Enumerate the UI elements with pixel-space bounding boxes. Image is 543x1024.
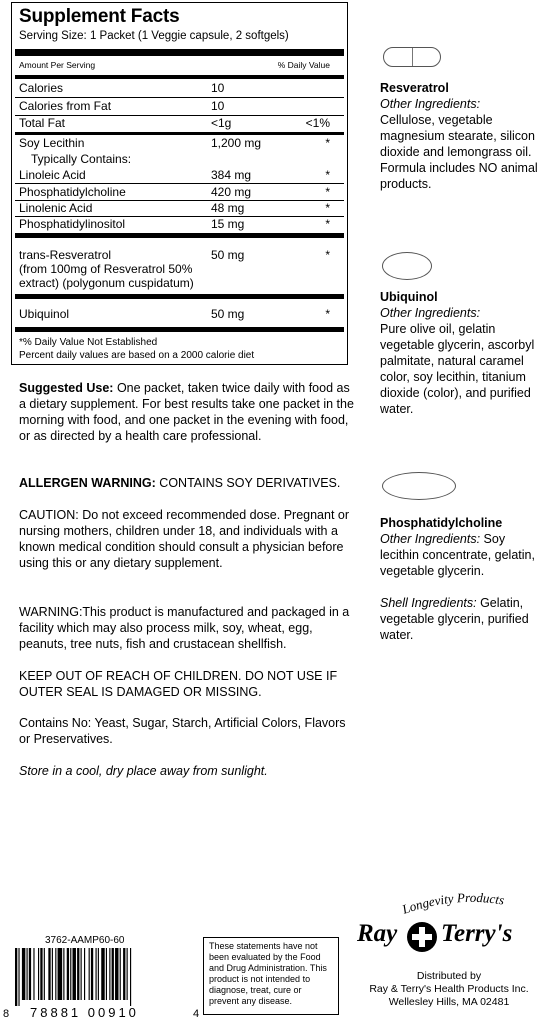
barcode-bar — [73, 948, 76, 1000]
barcode-bar — [58, 948, 63, 1000]
barcode-bar — [52, 948, 53, 1000]
facts-row: Linolenic Acid 48 mg * — [19, 201, 330, 215]
barcode-bar — [15, 948, 17, 1006]
facts-row: Linoleic Acid 384 mg * — [19, 168, 330, 182]
barcode-bar — [22, 948, 25, 1000]
barcode-bar — [40, 948, 42, 1000]
softgel-round-icon — [382, 252, 432, 280]
thick-divider — [15, 49, 344, 56]
facts-row: Typically Contains: — [31, 152, 132, 166]
barcode-bar — [18, 948, 19, 1006]
sku-number: 3762-AAMP60-60 — [45, 935, 125, 946]
suggested-use: Suggested Use: One packet, taken twice daily with food as a dietary supplement. For best results take one packet in the morning with food, and one packet in the evening with food, or as directed by a health care professional. — [19, 381, 354, 443]
facts-title: Supplement Facts — [19, 6, 180, 27]
barcode-bar — [27, 948, 28, 1000]
serving-size: Serving Size: 1 Packet (1 Veggie capsule, 2 softgels) — [19, 30, 289, 42]
facts-footnote: *% Daily Value Not Established — [19, 337, 158, 348]
barcode-bar — [106, 948, 107, 1000]
facts-row: Phosphatidylinositol 15 mg * — [19, 217, 330, 231]
barcode-bar — [130, 948, 131, 1006]
barcode-bar — [98, 948, 99, 1000]
barcode-image — [13, 948, 190, 1006]
facts-row: extract) (polygonum cuspidatum) — [19, 276, 194, 290]
fda-disclaimer: These statements have not been evaluated by the Food and Drug Administration. This product is not intended to diagnose, treat, cure or prevent any disease. — [203, 937, 339, 1015]
caution-text: CAUTION: Do not exceed recommended dose. Pregnant or nursing mothers, children under 18, and individuals with a known medical condition should consult a physician before using this or any dietary supplement. — [19, 508, 350, 570]
barcode-bar — [115, 948, 118, 1000]
keep-out-text: KEEP OUT OF REACH OF CHILDREN. DO NOT USE IF OUTER SEAL IS DAMAGED OR MISSING. — [19, 669, 338, 699]
brand-logo — [357, 920, 543, 956]
phosphatidylcholine-ingredients: Phosphatidylcholine Other Ingredients: Soy lecithin concentrate, gelatin, vegetable glycerin. — [380, 516, 535, 578]
barcode-bar — [48, 948, 50, 1000]
allergen-warning: ALLERGEN WARNING: CONTAINS SOY DERIVATIVES. — [19, 476, 341, 490]
shell-ingredients: Shell Ingredients: Gelatin, vegetable glycerin, purified water. — [380, 596, 529, 642]
veggie-capsule-icon — [383, 47, 441, 67]
facts-row: (from 100mg of Resveratrol 50% — [19, 262, 193, 276]
barcode-digit-right: 4 — [193, 1008, 200, 1020]
brand-name-ray: Ray — [357, 920, 398, 947]
barcode-bar — [70, 948, 71, 1000]
facts-row: Ubiquinol 50 mg * — [19, 307, 330, 321]
supplement-facts-panel — [11, 2, 348, 365]
warning-text: WARNING:This product is manufactured and packaged in a facility which may also process milk, soy, wheat, egg, peanuts, tree nuts, fish and crustacean shellfish. — [19, 605, 350, 651]
brand-tagline-logo — [400, 888, 530, 918]
cross-icon — [407, 922, 437, 952]
barcode-bar — [81, 948, 82, 1000]
svg-text:Longevity Products: Longevity Products — [400, 889, 506, 917]
barcode-bar — [84, 948, 85, 1000]
barcode-bar — [67, 948, 69, 1000]
barcode-bar — [120, 948, 121, 1000]
facts-row: Total Fat <1g <1% — [19, 116, 330, 130]
facts-row: Soy Lecithin 1,200 mg * — [19, 136, 330, 150]
barcode-bar — [44, 948, 45, 1000]
softgel-oblong-icon — [382, 472, 456, 500]
brand-name-terrys: Terry's — [441, 920, 513, 947]
ubiquinol-ingredients: Ubiquinol Other Ingredients: Pure olive oil, gelatin vegetable glycerin, ascorbyl palmitate, natural caramel color, soy lecithin, titanium dioxide (color), and purified water. — [380, 290, 535, 416]
facts-footnote: Percent daily values are based on a 2000 calorie diet — [19, 350, 255, 361]
facts-row: trans-Resveratrol 50 mg * — [19, 248, 330, 262]
barcode-bar — [101, 948, 104, 1000]
barcode-bar — [29, 948, 31, 1000]
barcode-bar — [77, 948, 79, 1000]
barcode-bar — [96, 948, 97, 1000]
resveratrol-ingredients: Resveratrol Other Ingredients: Cellulose, vegetable magnesium stearate, silicon dioxide and lemongrass oil. Formula includes NO animal products. — [380, 81, 538, 191]
barcode-bar — [91, 948, 93, 1000]
barcode-bar — [112, 948, 114, 1000]
amount-header: Amount Per Serving — [19, 60, 96, 70]
thick-divider — [15, 75, 344, 79]
barcode-bar — [127, 948, 128, 1000]
barcode-bar — [55, 948, 56, 1000]
barcode-bar — [38, 948, 39, 1000]
facts-row: Calories 10 — [19, 81, 225, 95]
barcode-bar — [33, 948, 34, 1000]
barcode-bar — [123, 948, 125, 1000]
contains-no-text: Contains No: Yeast, Sugar, Starch, Artificial Colors, Flavors or Preservatives. — [19, 716, 346, 746]
dv-header: % Daily Value — [277, 60, 330, 70]
distributor-info: Distributed by Ray & Terry's Health Products Inc. Wellesley Hills, MA 02481 — [369, 970, 529, 1008]
barcode-digit-left: 8 — [3, 1008, 10, 1020]
barcode-bar — [89, 948, 90, 1000]
barcode-bar — [109, 948, 110, 1000]
facts-row: Calories from Fat 10 — [19, 99, 225, 113]
storage-text: Store in a cool, dry place away from sunlight. — [19, 764, 268, 778]
barcode-digits: 78881 00910 — [30, 1005, 139, 1020]
barcode-bar — [63, 948, 64, 1000]
facts-row: Phosphatidylcholine 420 mg * — [19, 185, 330, 199]
